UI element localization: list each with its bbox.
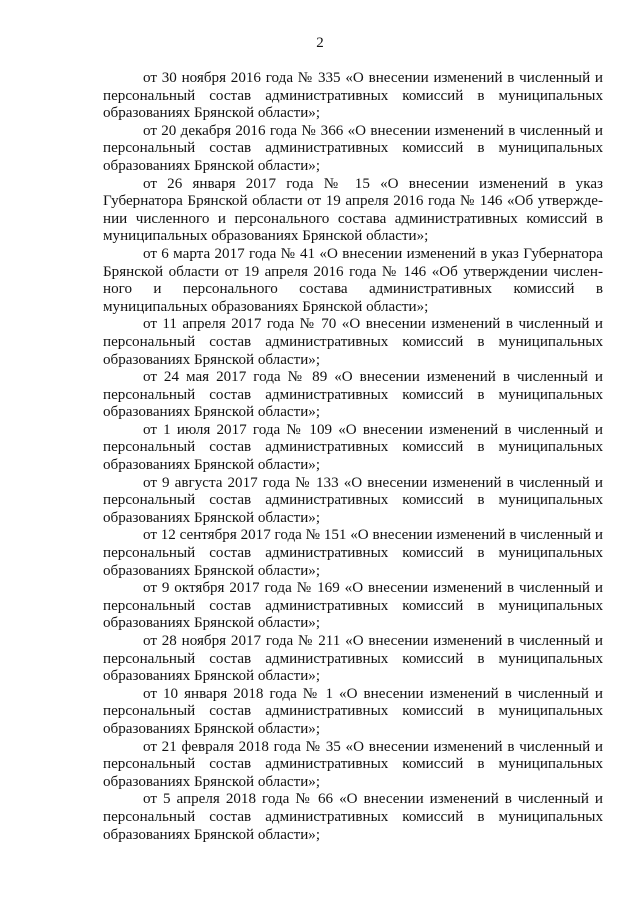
decree-list-item: от 11 апреля 2017 года № 70 «О внесении изменений в численный и персональный состав административных комиссий в муниципальных образованиях Брянской области»; bbox=[103, 316, 603, 368]
decree-list-item: от 6 марта 2017 года № 41 «О внесении изменений в указ Губернатора Брянской области от 19 апреля 2016 года № 146 «Об утверждении численного и персонального состава административных комиссий в муниципальных образованиях Брянской области»; bbox=[103, 245, 603, 315]
decree-list-item: от 28 ноября 2017 года № 211 «О внесении изменений в численный и персональный состав административных комиссий в муниципальных образованиях Брянской области»; bbox=[103, 633, 603, 685]
decree-list-item: от 26 января 2017 года № 15 «О внесении изменений в указ Губернатора Брянской области от 19 апреля 2016 года № 146 «Об утверждении численного и персонального состава административных комиссий в муниципальных образованиях Брянской области»; bbox=[103, 175, 603, 245]
decree-list-item: от 10 января 2018 года № 1 «О внесении изменений в численный и персональный состав административных комиссий в муниципальных образованиях Брянской области»; bbox=[103, 685, 603, 737]
decree-list-item: от 20 декабря 2016 года № 366 «О внесении изменений в численный и персональный состав административных комиссий в муниципальных образованиях Брянской области»; bbox=[103, 122, 603, 174]
document-body bbox=[103, 70, 603, 844]
decree-list-item: от 9 октября 2017 года № 169 «О внесении изменений в численный и персональный состав административных комиссий в муниципальных образованиях Брянской области»; bbox=[103, 580, 603, 632]
decree-list-item: от 1 июля 2017 года № 109 «О внесении изменений в численный и персональный состав административных комиссий в муниципальных образованиях Брянской области»; bbox=[103, 421, 603, 474]
decree-list-item: от 21 февраля 2018 года № 35 «О внесении изменений в численный и персональный состав административных комиссий в муниципальных образованиях Брянской области»; bbox=[103, 738, 603, 790]
page-number: 2 bbox=[316, 35, 324, 51]
decree-list-item: от 30 ноября 2016 года № 335 «О внесении изменений в численный и персональный состав административных комиссий в муниципальных образованиях Брянской области»; bbox=[103, 70, 603, 122]
decree-list-item: от 24 мая 2017 года № 89 «О внесении изменений в численный и персональный состав административных комиссий в муниципальных образованиях Брянской области»; bbox=[103, 369, 603, 421]
decree-list-item: от 12 сентября 2017 года № 151 «О внесении изменений в численный и персональный состав административных комиссий в муниципальных образованиях Брянской области»; bbox=[103, 527, 603, 579]
decree-list-item: от 9 августа 2017 года № 133 «О внесении изменений в численный и персональный состав административных комиссий в муниципальных образованиях Брянской области»; bbox=[103, 474, 603, 526]
decree-list-item: от 5 апреля 2018 года № 66 «О внесении изменений в численный и персональный состав административных комиссий в муниципальных образованиях Брянской области»; bbox=[103, 791, 603, 843]
